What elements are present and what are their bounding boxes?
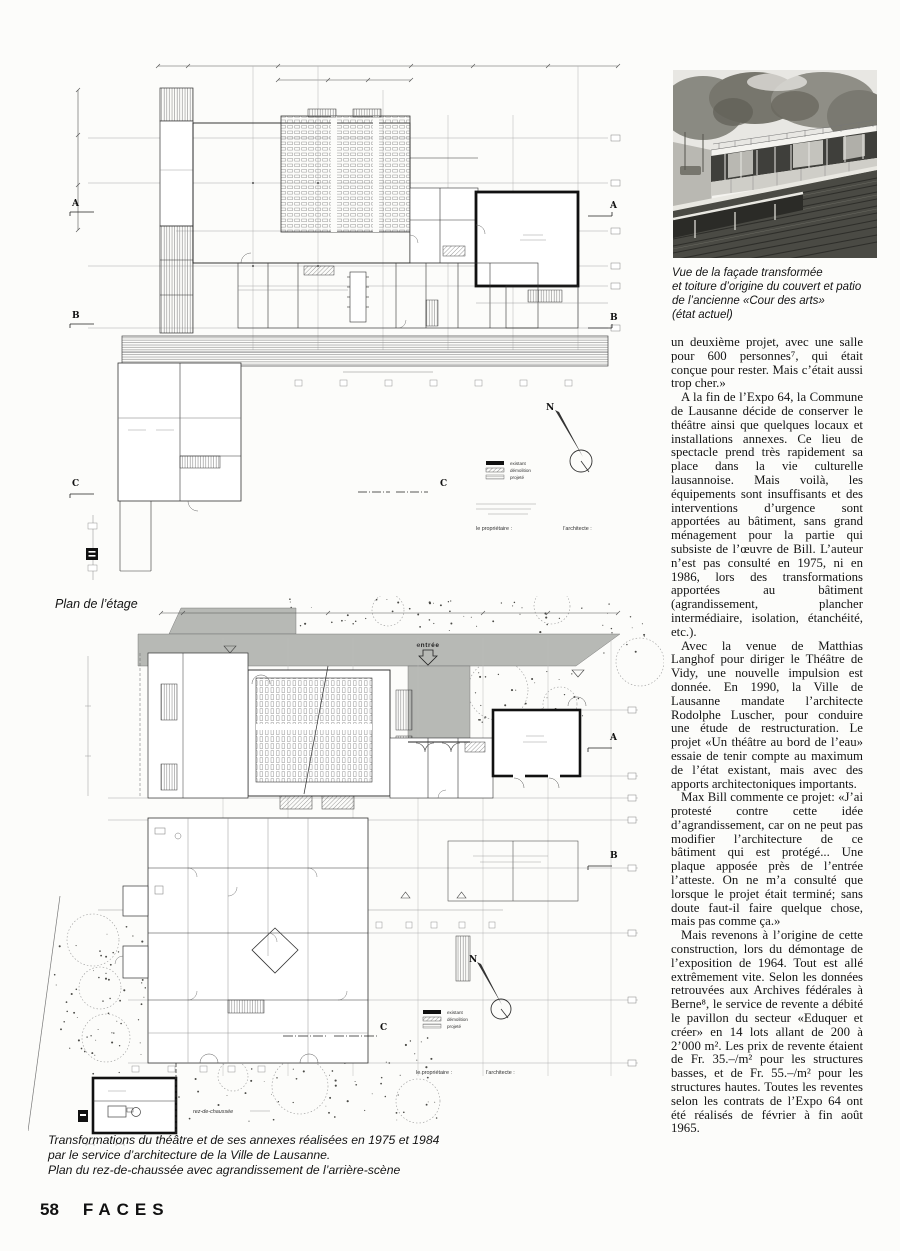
svg-text:A: A (610, 201, 617, 211)
page-footer (40, 1200, 170, 1220)
article-column (671, 336, 863, 1136)
floor-plan-etage-drawing (28, 20, 664, 598)
meeting-table (347, 272, 369, 322)
stair-block (228, 1000, 264, 1013)
facade-photo (673, 70, 877, 258)
auditorium (248, 666, 412, 809)
architect-signature-label: l’architecte : (486, 1070, 515, 1076)
plan-legend (423, 1010, 468, 1029)
article-paragraph: Max Bill commente ce projet: «J’ai protesté contre cette idée d’agrandissement, car on ne peut pas modifier l’architecture de ce bâtiment qui est protégé... Une plaque apposée près de l’entrée l’atteste. On ne m’a consulté que lorsque le projet était terminé; sans doute faut-il faire quelque chose, mais pas comme ça.» (671, 790, 863, 929)
article-paragraph: Avec la venue de Matthias Langhof pour diriger le Théâtre de Vidy, une nouvelle impulsion est donnée. En 1990, la Ville de Lausanne mandate l’architecte Rodolphe Luscher, pour conduire une étude de restructuration. Le projet «Un théâtre au bord de l’eau» essaie de tenir compte au maximum de l’état existant, mais avec des apports architectoniques importants. (671, 638, 863, 791)
svg-text:démolition: démolition (510, 468, 531, 473)
photo-caption-line: Vue de la façade transformée (672, 267, 823, 279)
article-paragraph: Mais revenons à l’origine de cette construction, lors du démontage de l’exposition de 1964. Tout est allé extrêmement vite. Selon les données retrouvées aux Archives fédérales à Berne⁸, le service de revente a débité le pavillon du secteur «Eduquer et créer» en 14 lots allant de 200 à 2’000 m². Les prix de revente étaient de Fr. 35.–/m² pour les structures basses, et de Fr. 55.–/m² pour les structures hautes. Toutes les reventes selon les contrats de l’Expo 64 ont été réalisés de février à fin août 1965. (671, 928, 863, 1136)
caption-line: Plan du rez-de-chaussée avec agrandissement de l’arrière-scène (48, 1163, 401, 1178)
svg-text:N: N (469, 955, 478, 965)
svg-text:B: B (610, 313, 618, 323)
lower-annex-room (88, 363, 241, 580)
svg-text:B: B (72, 311, 80, 321)
photo-caption-line: (état actuel) (672, 309, 733, 321)
svg-text:C: C (72, 479, 80, 489)
scene-room (493, 697, 586, 788)
svg-text:B: B (610, 851, 618, 861)
floor-plan-rdc (28, 596, 664, 1146)
svg-text:existant: existant (510, 461, 526, 466)
caption-plan-etage: Plan de l’étage (55, 597, 138, 611)
east-rooms (448, 841, 578, 981)
photo-caption-line: et toiture d’origine du couvert et patio (672, 281, 862, 293)
architect-signature-label: l’architecte : (563, 526, 592, 532)
stair-block (322, 796, 354, 809)
photo-caption (672, 266, 898, 322)
caption-line: par le service d’architecture de la Ville de Lausanne. (48, 1148, 331, 1163)
property-line (28, 896, 60, 1131)
owner-signature-label: le propriétaire : (476, 526, 512, 532)
stair-block (308, 109, 336, 117)
stage-block (390, 738, 493, 798)
middle-rooms (410, 158, 478, 263)
west-ramp-strip (160, 88, 193, 333)
caption-plan-rdc (48, 1133, 518, 1179)
north-compass (469, 955, 511, 1019)
stage-tower-room (476, 192, 578, 286)
svg-text:projeté: projeté (510, 475, 525, 480)
terrace-band (122, 336, 608, 366)
stair-symbol-marker (86, 548, 98, 560)
stair-block (280, 796, 312, 809)
svg-text:entrée: entrée (416, 642, 440, 649)
svg-text:A: A (72, 199, 79, 209)
page-number: 58 (40, 1200, 59, 1219)
journal-name: FACES (82, 1200, 170, 1219)
plan-legend (486, 461, 531, 480)
caption-line: Transformations du théâtre et de ses annexes réalisées en 1975 et 1984 (48, 1133, 440, 1147)
svg-text:rez-de-chaussée: rez-de-chaussée (193, 1109, 234, 1115)
north-compass (546, 403, 592, 472)
main-hall (193, 109, 410, 267)
owner-signature-label: le propriétaire : (416, 1070, 452, 1076)
grid-end-labels-right (628, 707, 636, 1066)
plan-notes (476, 504, 536, 514)
article-paragraph: un deuxième projet, avec une salle pour 600 personnes⁷, qui était conçue pour rester. Mais c’était aussi trop cher.» (671, 335, 863, 391)
floor-label (193, 1109, 270, 1115)
svg-text:C: C (380, 1023, 388, 1033)
svg-text:N: N (546, 403, 555, 413)
auditorium-seating (281, 116, 410, 232)
article-paragraph: A la fin de l’Expo 64, la Commune de Lausanne décide de conserver le théâtre ainsi que quelques locaux et installations annexes. Ce lieu de spectacle prend très rapidement sa place dans la vie culturelle lausannoise. Mais voilà, les équipements sont insuffisants et des interventions d’urgence sont apportées au bâtiment, sans grand ménagement pour la partie qui subsiste de l’œuvre de Bill. L’auteur n’est pas consulté en 1975, ni en 1986, lors des transformations apportées au bâtiment (agrandissement, plancher intermédiaire, isolation, étanchéité, etc.). (671, 390, 863, 639)
floor-plan-rdc-drawing (28, 596, 664, 1146)
column-labels-row (295, 372, 572, 386)
photo-caption-line: de l’ancienne «Cour des arts» (672, 295, 825, 307)
svg-text:démolition: démolition (447, 1017, 468, 1022)
svg-text:C: C (440, 479, 448, 489)
svg-text:A: A (610, 733, 617, 743)
svg-text:existant: existant (447, 1010, 463, 1015)
floor-plan-etage (28, 20, 664, 598)
svg-text:projeté: projeté (447, 1024, 462, 1029)
office-block (115, 818, 368, 1063)
grid-end-labels-right (611, 135, 620, 331)
west-wing (85, 653, 248, 798)
stair-block (353, 109, 381, 117)
